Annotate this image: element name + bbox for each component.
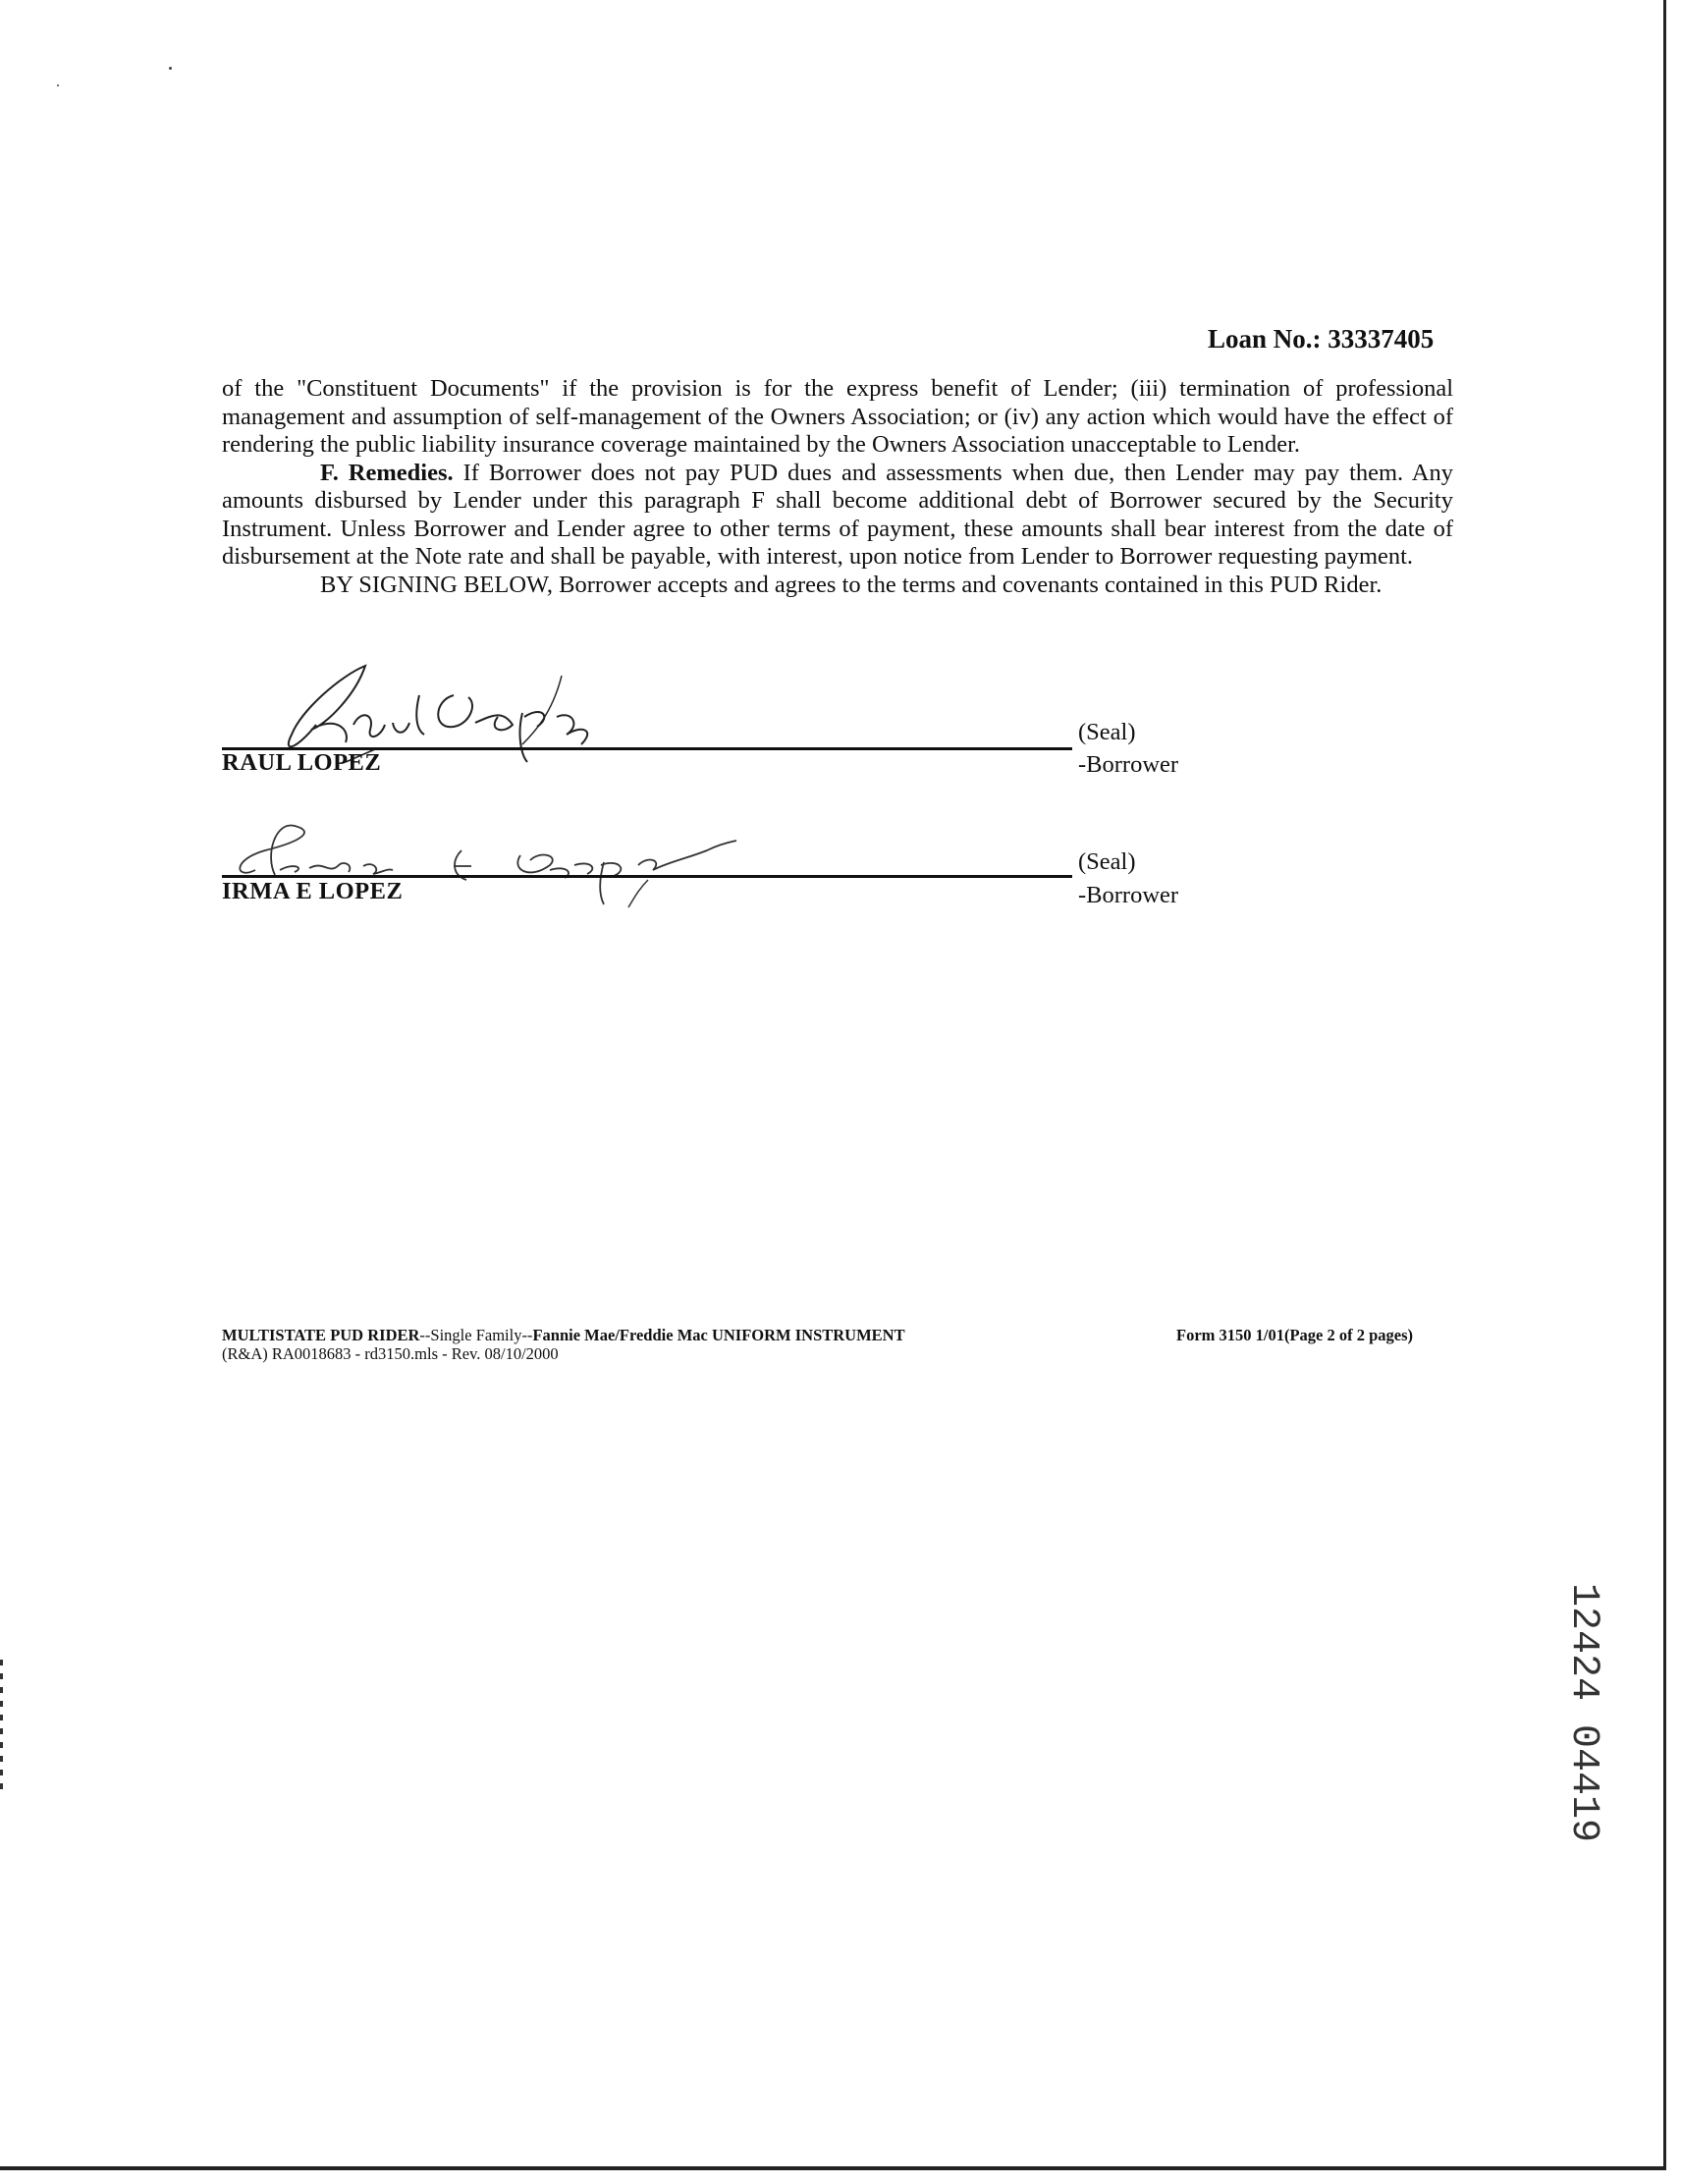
seal-label: (Seal) [1078,719,1136,745]
loan-number: 33337405 [1328,324,1435,354]
remedies-heading: F. Remedies. [320,459,454,486]
recording-stamp-number: 12424 04419 [1561,1583,1605,1843]
form-title: MULTISTATE PUD RIDER [222,1326,420,1344]
form-title-line [222,1326,905,1344]
paragraph-remedies [222,460,1453,572]
form-revision-line: (R&A) RA0018683 - rd3150.mls - Rev. 08/10/2000 [222,1344,559,1363]
scan-edge-marks [0,1660,3,1797]
form-footer [222,1326,905,1363]
borrower-role: -Borrower [1078,751,1179,778]
form-subtitle: --Single Family-- [419,1326,533,1344]
scan-speck [57,84,59,86]
seal-label: (Seal) [1078,848,1136,875]
loan-label: Loan No.: [1208,324,1322,354]
scan-edge-right [1663,0,1666,2170]
scan-speck [169,67,172,70]
paragraph-signing: BY SIGNING BELOW, Borrower accepts and agrees to the terms and covenants contained in this PUD Rider. [320,571,1383,598]
borrower-role: -Borrower [1078,882,1179,908]
loan-number-header [1208,324,1434,355]
remedies-text: If Borrower does not pay PUD dues and assessments when due, then Lender may pay them. Any amounts disbursed by Lender under this paragraph F shall become additional debt of Borrower secured by the Security Instrument. Unless Borrower and Lender agree to other terms of payment, these amounts shall bear interest from the date of disbursement at the Note rate and shall be payable, with interest, upon notice from Lender to Borrower requesting payment. [222,459,1453,570]
borrower-name: RAUL LOPEZ [222,749,382,776]
paragraph-constituent-documents: of the "Constituent Documents" if the provision is for the express benefit of Lender; (iii) termination of professional management and assumption of self-management of the Owners Association; or (iv) any action which would have the effect of rendering the public liability insurance coverage maintained by the Owners Association unacceptable to Lender. [222,375,1453,458]
borrower-name: IRMA E LOPEZ [222,878,404,904]
form-instrument: Fannie Mae/Freddie Mac UNIFORM INSTRUMENT [532,1326,905,1344]
rider-body [222,375,1453,599]
form-number: Form 3150 1/01(Page 2 of 2 pages) [1176,1326,1414,1344]
scan-edge-bottom [0,2166,1666,2170]
